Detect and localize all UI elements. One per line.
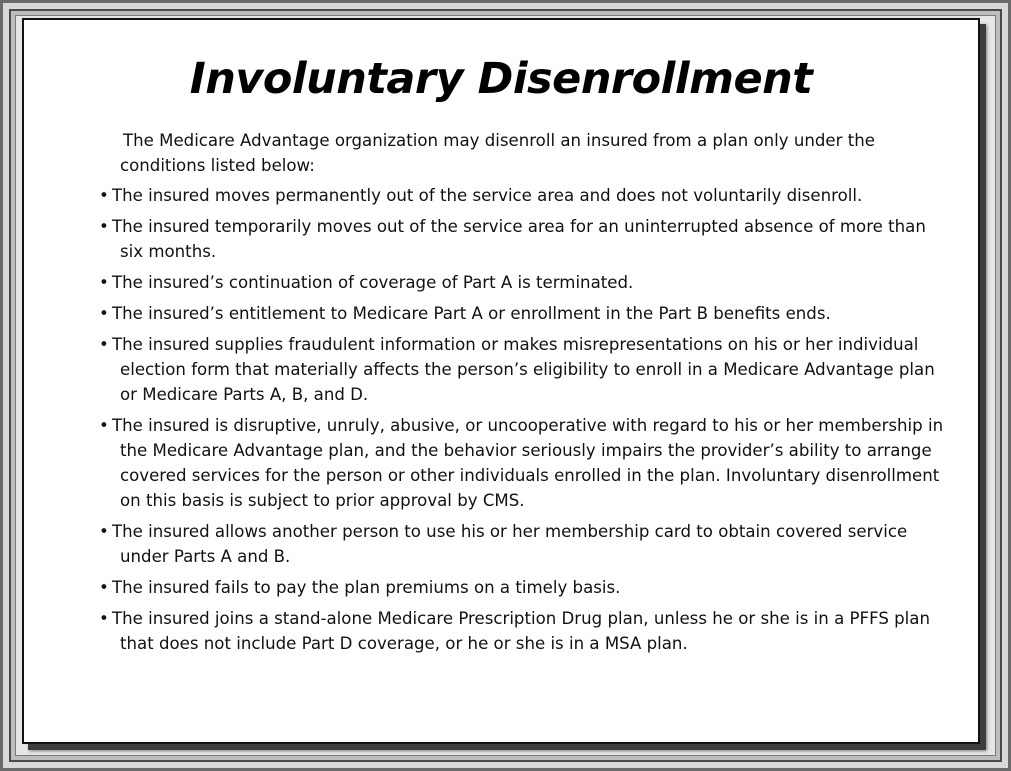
list-item-text: The insured is disruptive, unruly, abusive, or uncooperative with regard to his or her membership in the Medicare Advantage plan, and the behavior seriously impairs the provider’s ability to arrange covered services for the person or other individuals enrolled in the plan. Involuntary disenrollment on this basis is subject to prior approval by CMS. — [112, 416, 944, 510]
list-item-text: The insured’s continuation of coverage of Part A is terminated. — [112, 273, 634, 292]
list-item — [86, 270, 944, 295]
bullet-icon: • — [99, 522, 109, 541]
bullet-icon: • — [99, 416, 109, 435]
list-item — [86, 214, 944, 264]
list-item — [86, 575, 944, 600]
list-item-text: The insured joins a stand-alone Medicare Prescription Drug plan, unless he or she is in a PFFS plan that does not include Part D coverage, or he or she is in a MSA plan. — [112, 609, 930, 653]
list-item-text: The insured fails to pay the plan premiums on a timely basis. — [112, 578, 621, 597]
list-item-text: The insured allows another person to use his or her membership card to obtain covered service under Parts A and B. — [112, 522, 908, 566]
list-item — [86, 332, 944, 407]
intro-paragraph: The Medicare Advantage organization may disenroll an insured from a plan only under the conditions listed below: — [120, 131, 875, 175]
bullet-icon: • — [99, 273, 109, 292]
bullet-icon: • — [99, 335, 109, 354]
list-item — [86, 413, 944, 513]
list-item-text: The insured moves permanently out of the service area and does not voluntarily disenroll. — [112, 186, 863, 205]
bullet-icon: • — [99, 217, 109, 236]
list-item — [86, 519, 944, 569]
list-item-text: The insured’s entitlement to Medicare Part A or enrollment in the Part B benefits ends. — [112, 304, 831, 323]
document-body — [86, 128, 944, 662]
list-item — [86, 606, 944, 656]
bullet-icon: • — [99, 578, 109, 597]
page-title: Involuntary Disenrollment — [189, 54, 813, 104]
list-item — [86, 183, 944, 208]
bullet-icon: • — [99, 609, 109, 628]
bullet-icon: • — [99, 186, 109, 205]
disenrollment-reasons-list — [86, 183, 944, 656]
list-item-text: The insured supplies fraudulent information or makes misrepresentations on his or her individual election form that materially affects the person’s eligibility to enroll in a Medicare Advantage plan or Medicare Parts A, B, and D. — [112, 335, 935, 404]
document-page — [22, 18, 980, 744]
list-item-text: The insured temporarily moves out of the service area for an uninterrupted absence of more than six months. — [112, 217, 926, 261]
bullet-icon: • — [99, 304, 109, 323]
list-item — [86, 301, 944, 326]
